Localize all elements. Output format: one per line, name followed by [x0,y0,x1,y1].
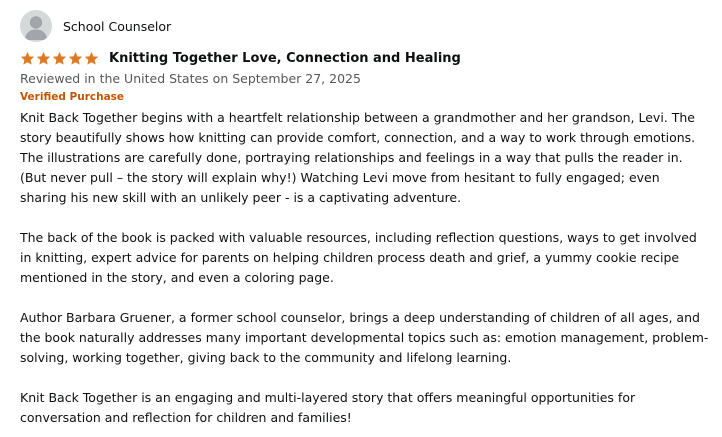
review-paragraph: Knit Back Together begins with a heartfelt relationship between a grandmother and her grandson, Levi. The story beautifully shows how knitting can provide comfort, connection, and a way to work through emotions. The illustrations are carefully done, portraying relationships and feelings in a way that pulls the reader in. (But never pull – the story will explain why!) Watching Levi move from hesitant to fully engaged; even sharing his new skill with an unlikely peer - is a captivating adventure. [20,110,696,205]
star-filled-icon [68,51,83,66]
customer-review [20,10,710,428]
star-filled-icon [36,51,51,66]
review-paragraph: Author Barbara Gruener, a former school counselor, brings a deep understanding of children of all ages, and the book naturally addresses many important developmental topics such as: emotion management, problem-solving, working together, giving back to the community and lifelong learning. [20,310,709,365]
star-rating[interactable] [20,51,100,66]
review-title[interactable]: Knitting Together Love, Connection and Healing [109,50,461,66]
review-date: Reviewed in the United States on September 27, 2025 [20,71,361,86]
verified-purchase-badge: Verified Purchase [20,91,125,103]
avatar[interactable] [20,10,52,42]
review-header [20,48,710,68]
reviewer-name[interactable]: School Counselor [63,18,172,34]
review-paragraph: The back of the book is packed with valuable resources, including reflection questions, ways to get involved in knitting, expert advice for parents on helping children process death and grief, a yummy cookie recipe mentioned in the story, and even a coloring page. [20,230,697,285]
review-paragraph: Knit Back Together is an engaging and multi-layered story that offers meaningful opportunities for conversation and reflection for children and families! [20,390,636,425]
user-silhouette-icon [20,10,52,42]
star-filled-icon [52,51,67,66]
star-filled-icon [84,51,99,66]
reviewer-profile[interactable] [20,10,710,42]
review-body [20,108,710,428]
star-filled-icon [20,51,35,66]
